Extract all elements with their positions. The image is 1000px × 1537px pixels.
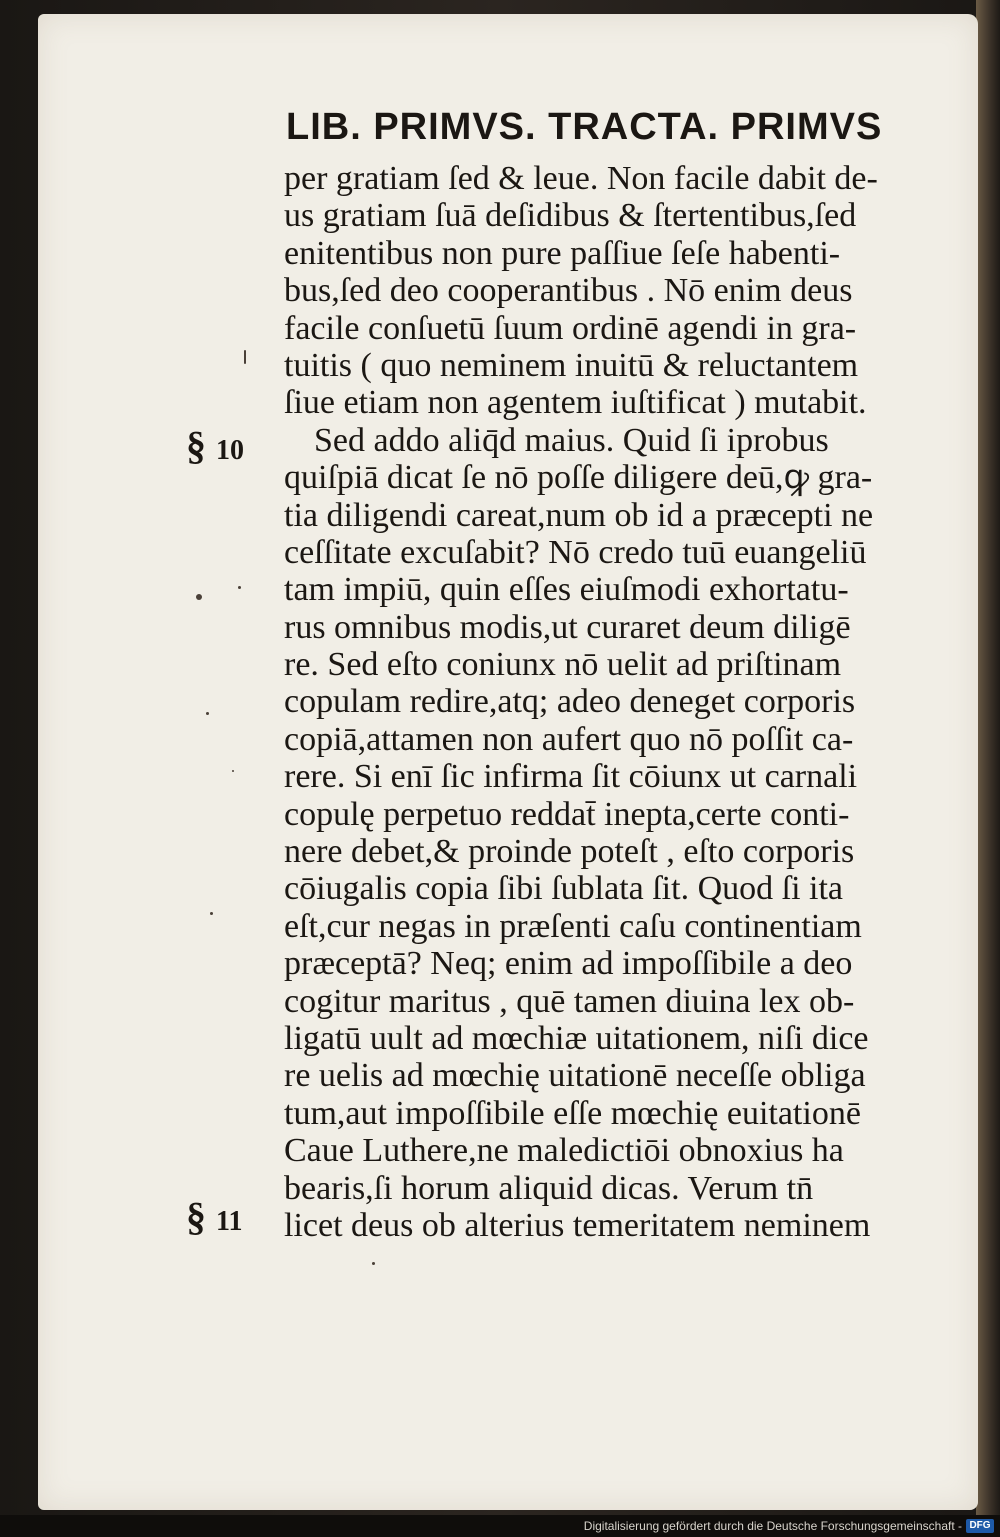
text-line: bus,ſed deo cooperantibus . Nō enim deus (284, 272, 853, 310)
text-line: re. Sed eſto coniunx nō uelit ad priſtinam (284, 646, 842, 684)
text-line: licet deus ob alterius temeritatem neminem (284, 1206, 871, 1244)
margin-speck (206, 712, 209, 715)
margin-speck (244, 350, 246, 364)
text-line: tuitis ( quo neminem inuitū & reluctantem (284, 346, 859, 384)
margin-speck (210, 912, 213, 915)
text-line: copulam redire,atq; adeo deneget corporis (284, 683, 856, 721)
marginal-section-10 (186, 422, 244, 469)
text-line: cogitur maritus , quē tamen diuina lex ob- (284, 982, 855, 1020)
text-line: rus omnibus modis,ut curaret deum diligē (284, 608, 851, 646)
text-line: tum,aut impoſſibile eſſe mœchię euitationē (284, 1094, 861, 1132)
text-line: ligatū uult ad mœchiæ uitationem, niſi dice (284, 1019, 869, 1057)
text-line: us gratiam ſuā deſidibus & ſtertentibus,ſed (284, 197, 857, 235)
text-line: nere debet,& proinde poteſt , eſto corporis (284, 833, 855, 871)
text-line: per gratiam ſed & leue. Non facile dabit de- (284, 160, 878, 197)
text-line: facile conſuetū ſuum ordinē agendi in gra- (284, 309, 857, 347)
marginal-section-11 (186, 1193, 242, 1240)
dfg-logo: DFG (966, 1519, 994, 1533)
text-line: tam impiū, quin eſſes eiuſmodi exhortatu- (284, 571, 849, 609)
text-line: tia diligendi careat,num ob id a præcepti ne (284, 496, 874, 534)
section-number: 10 (216, 435, 244, 466)
text-line: præceptā? Neq; enim ad impoſſibile a deo (284, 945, 853, 983)
margin-speck (238, 586, 241, 589)
section-sign: § (186, 423, 206, 468)
text-line: copiā,attamen non aufert quo nō poſſit ca- (284, 720, 854, 758)
text-line: cōiugalis copia ſibi ſublata ſit. Quod ſi ita (284, 870, 844, 908)
text-line: ceſſitate excuſabit? Nō credo tuū euangeliū (284, 533, 867, 571)
text-line: eſt,cur negas in præſenti caſu continentiam (284, 907, 862, 945)
margin-speck (232, 770, 234, 772)
text-line: ſiue etiam non agentem iuſtificat ) mutabit. (284, 384, 867, 422)
text-line: quiſpiā dicat ſe nō poſſe diligere deū,ꝙ gra- (284, 459, 873, 497)
margin-speck (372, 1262, 375, 1265)
text-line: enitentibus non pure paſſiue ſeſe habenti- (284, 234, 841, 272)
section-number: 11 (216, 1206, 243, 1237)
text-line: Sed addo aliq̄d maius. Quid ſi iprobus (314, 421, 829, 459)
text-line: copulę perpetuo reddat̄ inepta,certe conti- (284, 795, 850, 833)
page-edge (976, 0, 1000, 1515)
body-text (284, 160, 924, 1244)
text-line: re uelis ad mœchię uitationē neceſſe obliga (284, 1057, 866, 1095)
text-line: rere. Si enī ſic infirma ſit cōiunx ut carnali (284, 758, 858, 796)
margin-speck (196, 594, 202, 600)
running-head: LIB. PRIMVS. TRACTA. PRIMVS (286, 106, 883, 148)
text-line: bearis,ſi horum aliquid dicas. Verum tn̄ (284, 1169, 814, 1207)
section-sign: § (186, 1194, 206, 1239)
text-line: Caue Luthere,ne maledictiōi obnoxius ha (284, 1132, 844, 1170)
footer-credit: Digitalisierung gefördert durch die Deutsche Forschungsgemeinschaft - (583, 1519, 962, 1533)
